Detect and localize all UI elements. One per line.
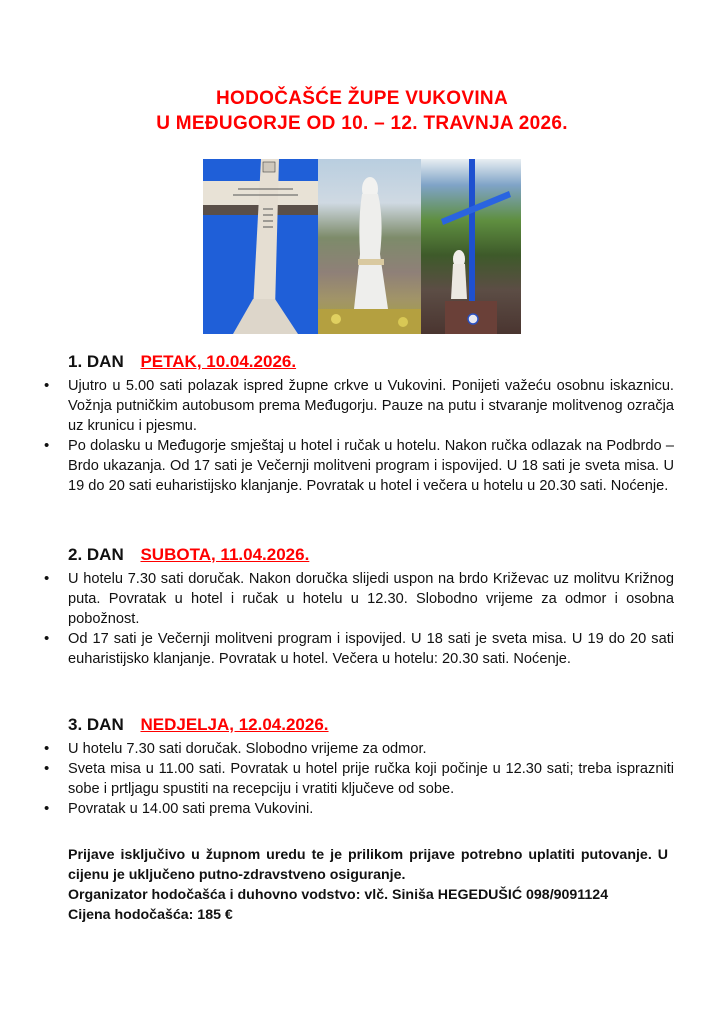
day-1-label: 1. DAN	[68, 352, 124, 371]
page-title-line-2: U MEĐUGORJE OD 10. – 12. TRAVNJA 2026.	[156, 113, 568, 134]
list-item: • U hotelu 7.30 sati doručak. Nakon doručka slijedi uspon na brdo Križevac uz molitvu Križnog puta. Povratak u hotel i ručak u hotelu u 12.30. Slobodno vrijeme za odmor i osobna pobožnost.	[42, 569, 674, 629]
list-item: • Po dolasku u Međugorje smještaj u hotel i ručak u hotelu. Nakon ručka odlazak na Podbrdo – Brdo ukazanja. Od 17 sati je Večernji molitveni program i ispovijed. U 18 sati je sveta misa. U 19 do 20 sati euharistijsko klanjanje. Povratak u hotel i večera u hotelu u 20.30 sati. Noćenje.	[42, 436, 674, 496]
day-3-date: NEDJELJA, 12.04.2026.	[140, 715, 329, 734]
day-2-date: SUBOTA, 11.04.2026.	[140, 545, 310, 564]
photo-statue	[318, 159, 421, 334]
day-3-label: 3. DAN	[68, 715, 124, 734]
list-item: • Od 17 sati je Večernji molitveni program i ispovijed. U 18 sati je sveta misa. U 19 do 20 sati euharistijsko klanjanje. Povratak u hotel. Večera u hotelu: 20.30 sati. Noćenje.	[42, 629, 674, 669]
list-item: • Ujutro u 5.00 sati polazak ispred župne crkve u Vukovini. Ponijeti važeću osobnu iskaznicu. Vožnja putničkim autobusom prema Međugorju. Pauze na putu i stvaranje molitvenog ozračja uz krunicu i pjesmu.	[42, 376, 674, 436]
cross-image-icon	[203, 159, 318, 334]
photo-blue-cross	[421, 159, 521, 334]
day-3-heading	[68, 715, 329, 735]
day-3-list	[42, 739, 674, 819]
organizer-text: Organizator hodočašća i duhovno vodstvo: vlč. Siniša HEGEDUŠIĆ 098/9091124	[68, 887, 609, 903]
statue-image-icon	[318, 159, 421, 334]
photo-strip	[203, 159, 521, 334]
blue-cross-image-icon	[421, 159, 521, 334]
list-item: • Sveta misa u 11.00 sati. Povratak u hotel prije ručka koji počinje u 12.30 sati; treba isprazniti sobe i prtljagu spustiti na recepciju i vratiti ključeve od sobe.	[42, 759, 674, 799]
page-title-line-1: HODOČAŠĆE ŽUPE VUKOVINA	[216, 88, 508, 109]
list-item: • Povratak u 14.00 sati prema Vukovini.	[42, 799, 674, 819]
day-2-label: 2. DAN	[68, 545, 124, 564]
day-1-date: PETAK, 10.04.2026.	[140, 352, 297, 371]
day-1-heading	[68, 352, 296, 372]
day-1-list	[42, 376, 674, 496]
price-text: Cijena hodočašća: 185 €	[68, 907, 233, 923]
registration-info	[68, 845, 668, 925]
list-item: • U hotelu 7.30 sati doručak. Slobodno vrijeme za odmor.	[42, 739, 674, 759]
day-2-list	[42, 569, 674, 669]
registration-text: Prijave isključivo u župnom uredu te je prilikom prijave potrebno uplatiti putovanje. U cijenu je uključeno putno-zdravstveno osiguranje.	[68, 847, 668, 883]
photo-cross	[203, 159, 318, 334]
day-2-heading	[68, 545, 309, 565]
